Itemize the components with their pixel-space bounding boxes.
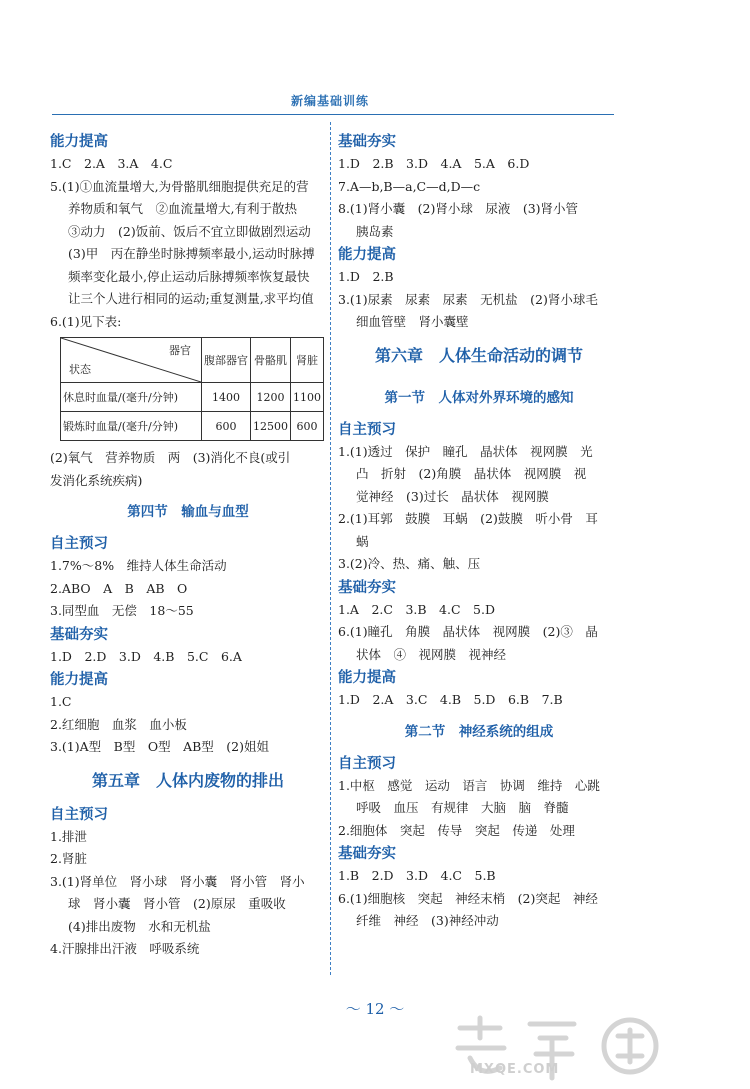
- answer-line: 4.汗腺排出汗液 呼吸系统: [50, 941, 200, 956]
- answer-line: 1.7%～8% 维持人体生命活动: [50, 558, 227, 573]
- table-cell: 1400: [202, 383, 251, 412]
- section-title: 第四节 输血与血型: [127, 504, 249, 520]
- section-heading: 能力提高: [50, 672, 108, 688]
- page-number: ～ 12 ～: [345, 1000, 405, 1018]
- answer-line: 凸 折射 (2)角膜 晶状体 视网膜 视: [356, 466, 587, 481]
- section-heading: 自主预习: [338, 421, 396, 438]
- answer-line: 2.(1)耳郭 鼓膜 耳蜗 (2)鼓膜 听小骨 耳: [338, 511, 598, 526]
- answer-line: 2.细胞体 突起 传导 突起 传递 处理: [338, 822, 575, 838]
- answer-line: (3)甲 丙在静坐时脉搏频率最小,运动时脉搏: [68, 246, 315, 261]
- section-title: 第一节 人体对外界环境的感知: [384, 389, 574, 406]
- section-title: 第二节 神经系统的组成: [404, 723, 554, 740]
- table-col-header: 腹部器官: [202, 338, 251, 383]
- answer-line: 5.(1)①血流量增大,为骨骼肌细胞提供充足的营: [50, 178, 309, 194]
- section-heading: 自主预习: [338, 755, 396, 772]
- answer-line: 8.(1)肾小囊 (2)肾小球 尿液 (3)肾小管: [338, 201, 579, 216]
- blood-flow-table: [60, 337, 324, 441]
- chapter-title: 第六章 人体生命活动的调节: [374, 345, 583, 365]
- section-heading: 基础夯实: [338, 846, 396, 862]
- section-heading: 基础夯实: [338, 134, 396, 150]
- answer-line: 6.(1)瞳孔 角膜 晶状体 视网膜 (2)③ 晶: [338, 624, 598, 639]
- answer-line: 1.中枢 感觉 运动 语言 协调 维持 心跳: [338, 777, 600, 793]
- answer-line: 觉神经 (3)过长 晶状体 视网膜: [356, 488, 549, 504]
- answer-line: 3.(1)尿素 尿素 尿素 无机盐 (2)肾小球毛: [338, 291, 598, 307]
- section-heading: 基础夯实: [50, 626, 108, 643]
- answer-line: 2.肾脏: [50, 851, 87, 866]
- answer-line: 细血管壁 肾小囊壁: [356, 314, 469, 329]
- section-heading: 自主预习: [50, 806, 108, 823]
- section-heading: 能力提高: [338, 670, 396, 686]
- answer-line: 纤维 神经 (3)神经冲动: [356, 913, 499, 928]
- section-heading: 自主预习: [50, 536, 108, 552]
- section-heading: 基础夯实: [338, 579, 396, 596]
- answer-line: 频率变化最小,停止运动后脉搏频率恢复最快: [68, 268, 310, 284]
- table-cell: 1100: [291, 383, 324, 412]
- answer-line: 1.D 2.B: [338, 269, 394, 284]
- answer-line: 状体 ④ 视网膜 视神经: [356, 646, 507, 662]
- table-cell: 1200: [251, 383, 291, 412]
- answer-line: 3.(1)肾单位 肾小球 肾小囊 肾小管 肾小: [50, 873, 305, 889]
- answer-line: ③动力 (2)饭前、饭后不宜立即做剧烈运动: [68, 223, 311, 239]
- answer-line: 2.红细胞 血浆 血小板: [50, 716, 187, 732]
- table-row-header: 锻炼时血量/(毫升/分钟): [61, 412, 202, 441]
- watermark-text: MXQE.COM: [470, 1062, 560, 1077]
- answer-line: 2.ABO A B AB O: [50, 580, 188, 596]
- chapter-title: 第五章 人体内废物的排出: [91, 770, 284, 790]
- table-corner-cell: [61, 338, 202, 383]
- answer-line: 蜗: [356, 533, 369, 549]
- answer-line: 1.C: [50, 694, 72, 709]
- answer-line: 1.排泄: [50, 828, 87, 844]
- answer-line: 3.(2)冷、热、痛、触、压: [338, 556, 481, 571]
- answer-line: 1.B 2.D 3.D 4.C 5.B: [338, 868, 496, 883]
- header-title: 新编基础训练: [291, 94, 370, 108]
- answer-line: 1.D 2.B 3.D 4.A 5.A 6.D: [338, 156, 530, 171]
- column-divider: [330, 122, 331, 975]
- answer-line: 发消化系统疾病): [50, 472, 143, 488]
- answer-line: 7.A—b,B—a,C—d,D—c: [338, 178, 481, 194]
- answer-line: 呼吸 血压 有规律 大脑 脑 脊髓: [356, 800, 569, 815]
- header-rule: [52, 114, 614, 115]
- table-cell: 600: [291, 412, 324, 441]
- answer-line: 养物质和氧气 ②血流量增大,有利于散热: [68, 201, 297, 216]
- table-cell: 12500: [251, 412, 291, 441]
- corner-header: 器官: [169, 344, 191, 357]
- answer-line: 让三个人进行相同的运动;重复测量,求平均值: [68, 291, 314, 306]
- table-cell: 600: [202, 412, 251, 441]
- answer-line: 1.C 2.A 3.A 4.C: [50, 156, 173, 171]
- answer-line: 3.(1)A型 B型 O型 AB型 (2)姐姐: [50, 739, 270, 754]
- table-row-header: 休息时血量/(毫升/分钟): [61, 383, 202, 412]
- corner-row-label: 状态: [69, 363, 91, 376]
- table-col-header: 骨骼肌: [251, 338, 291, 383]
- table-col-header: 肾脏: [291, 338, 324, 383]
- answer-line: (4)排出废物 水和无机盐: [68, 918, 211, 934]
- answer-line: 3.同型血 无偿 18～55: [50, 603, 194, 618]
- right-column: [338, 130, 620, 933]
- answer-line: 1.D 2.A 3.C 4.B 5.D 6.B 7.B: [338, 692, 563, 707]
- answer-line: 6.(1)细胞核 突起 神经末梢 (2)突起 神经: [338, 890, 598, 906]
- answer-line: 球 肾小囊 肾小管 (2)原尿 重吸收: [68, 896, 286, 911]
- answer-line: 1.A 2.C 3.B 4.C 5.D: [338, 601, 495, 617]
- section-heading: 能力提高: [338, 247, 396, 263]
- left-column: [50, 130, 326, 961]
- answer-line: 胰岛素: [356, 223, 394, 239]
- answer-line: 1.(1)透过 保护 瞳孔 晶状体 视网膜 光: [338, 443, 593, 459]
- answer-line: (2)氧气 营养物质 两 (3)消化不良(或引: [50, 450, 291, 465]
- answer-line: 1.D 2.D 3.D 4.B 5.C 6.A: [50, 648, 242, 664]
- section-heading: 能力提高: [50, 134, 108, 150]
- answer-line: 6.(1)见下表:: [50, 313, 122, 329]
